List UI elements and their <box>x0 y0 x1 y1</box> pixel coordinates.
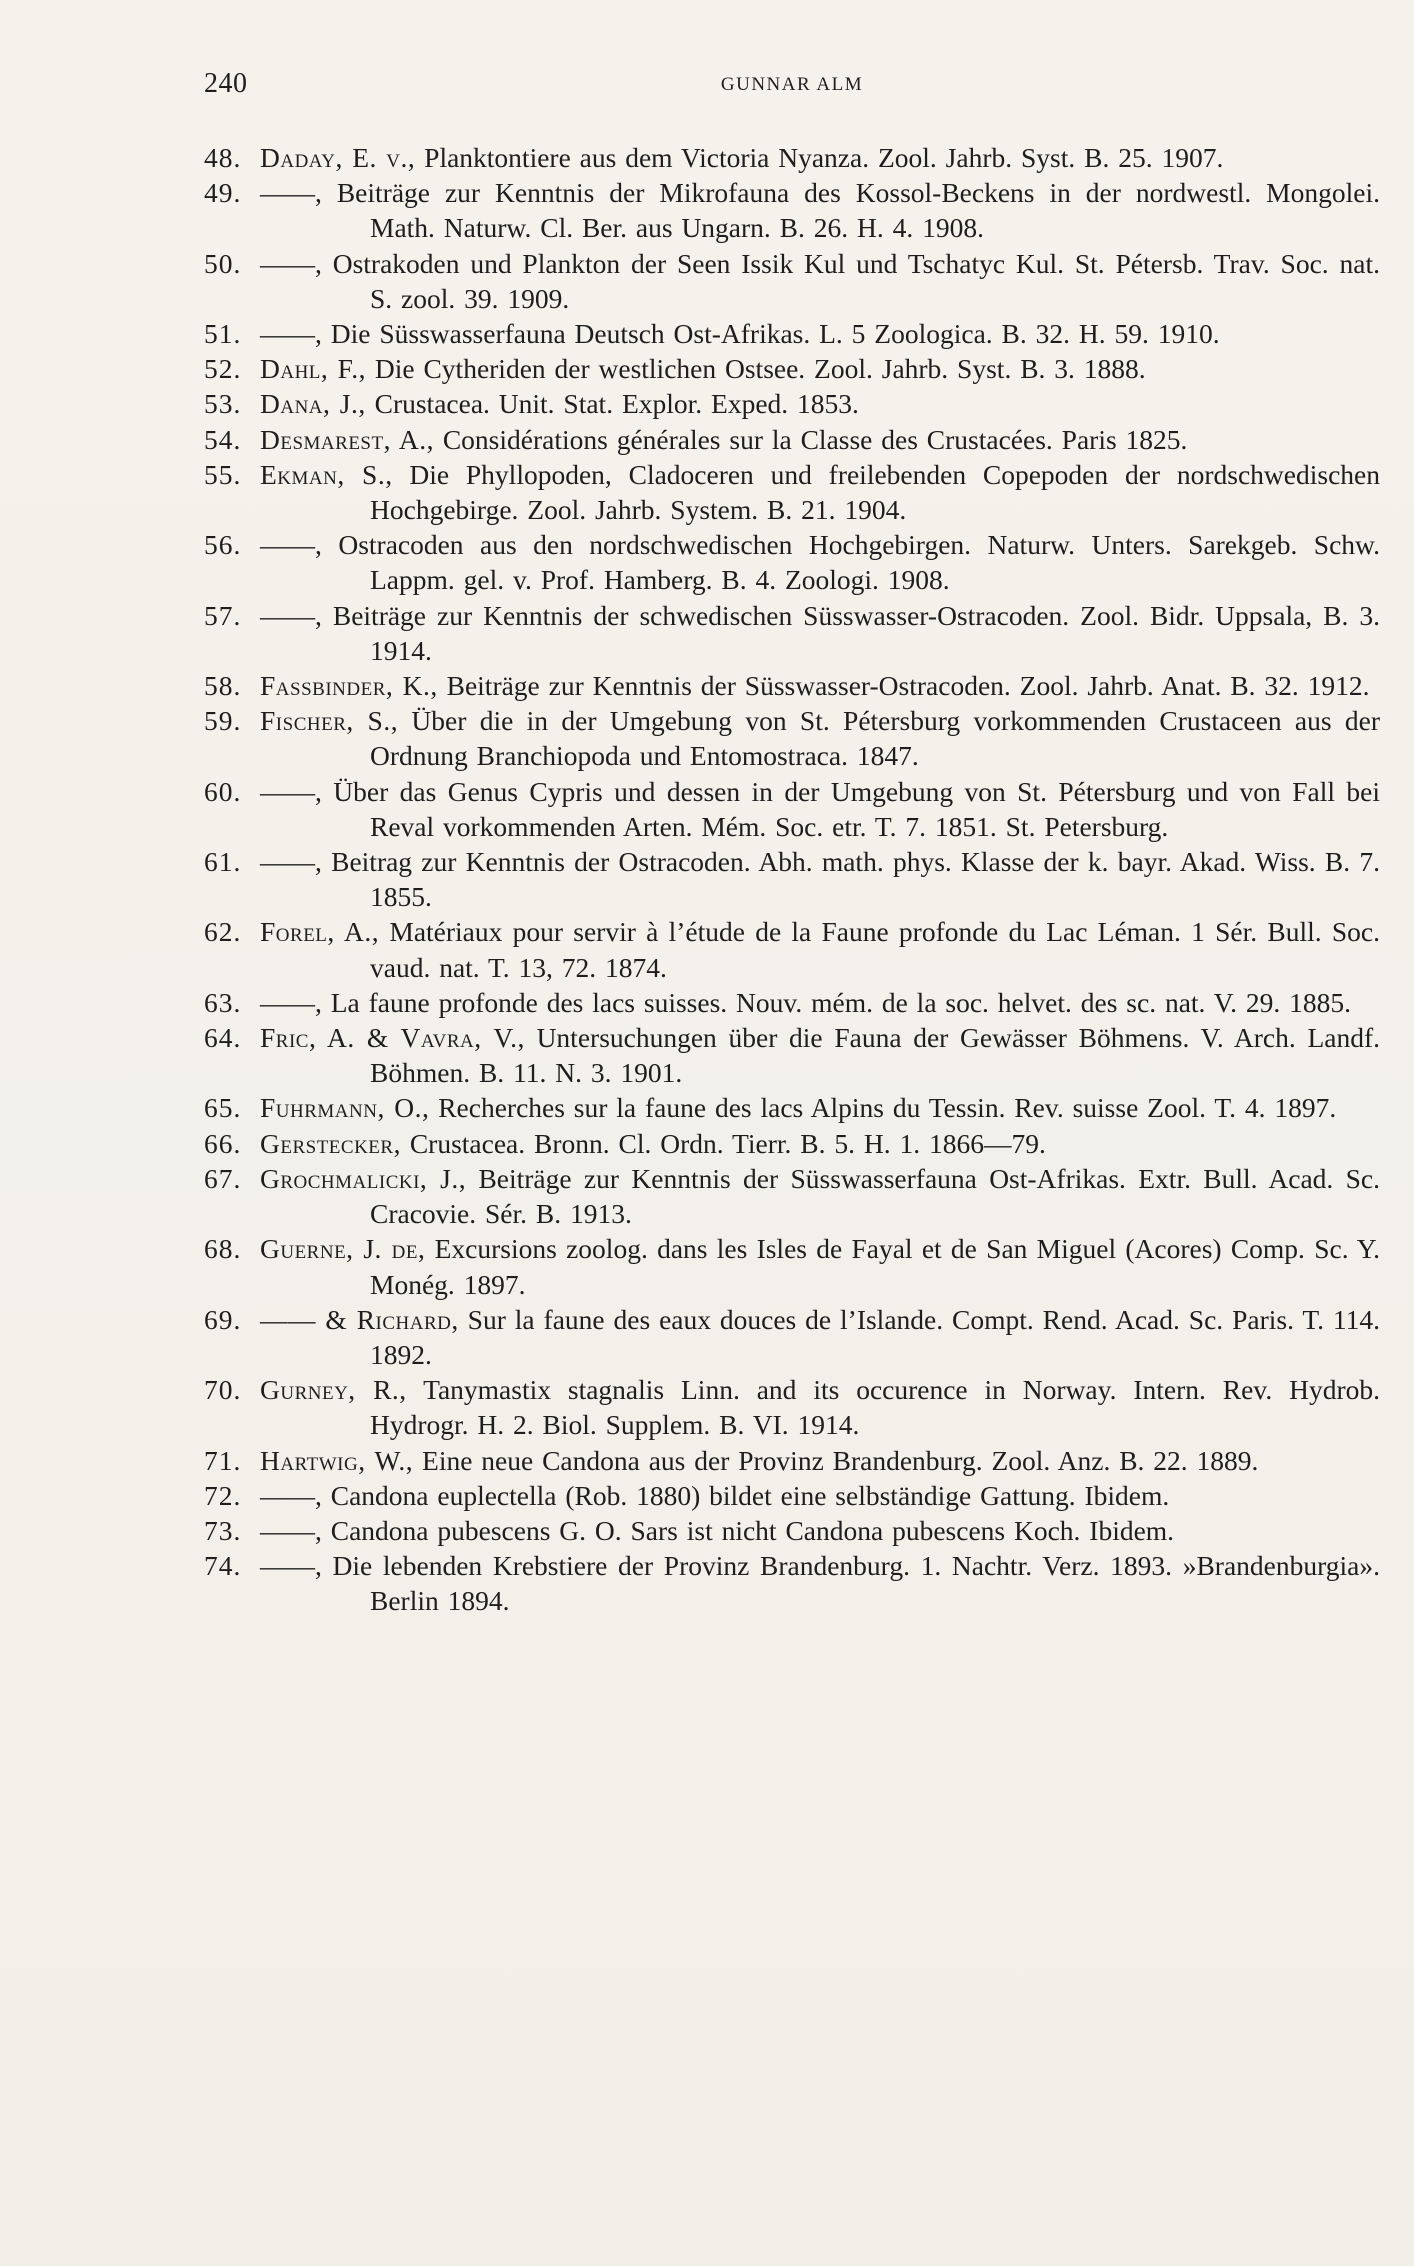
reference-number: 66. <box>204 1127 242 1159</box>
reference-entry <box>204 527 1380 597</box>
reference-text <box>260 1231 1380 1301</box>
reference-citation: ——, Candona pubescens G. O. Sars ist nicht Candona pubescens Koch. Ibidem. <box>260 1514 1175 1546</box>
reference-citation: Sur la faune des eaux douces de l’Islande. Compt. Rend. Acad. Sc. Paris. T. 114. 1892. <box>370 1303 1380 1370</box>
reference-citation: Eine neue Candona aus der Provinz Brandenburg. Zool. Anz. B. 22. 1889. <box>413 1444 1259 1476</box>
reference-text <box>260 598 1380 668</box>
reference-author: Hartwig, W., <box>260 1444 414 1476</box>
reference-author: —— & Richard, <box>260 1303 459 1335</box>
reference-citation: Untersuchungen über die Fauna der Gewässer Böhmens. V. Arch. Landf. Böhmen. B. 11. N. 3. 1901. <box>370 1022 1380 1089</box>
reference-citation: Excursions zoolog. dans les Isles de Fayal et de San Miguel (Acores) Comp. Sc. Y. Monég. 1897. <box>370 1233 1380 1300</box>
reference-text <box>260 1090 1380 1125</box>
reference-number: 74. <box>204 1550 242 1582</box>
reference-citation: Beiträge zur Kenntnis der Süsswasserfauna Ost-Afrikas. Extr. Bull. Acad. Sc. Cracovie. Sér. B. 1913. <box>370 1162 1380 1230</box>
reference-author: Dana, J., <box>260 388 366 420</box>
reference-entry <box>204 1302 1380 1372</box>
reference-text <box>260 1372 1380 1442</box>
reference-text <box>260 1548 1380 1618</box>
reference-citation: ——, Beitrag zur Kenntnis der Ostracoden. Abh. math. phys. Klasse der k. bayr. Akad. Wiss. B. 7. 1855. <box>260 846 1380 913</box>
reference-citation: Planktontiere aus dem Victoria Nyanza. Zool. Jahrb. Syst. B. 25. 1907. <box>415 142 1224 173</box>
reference-text <box>260 774 1380 844</box>
reference-citation: Considérations générales sur la Classe des Crustacées. Paris 1825. <box>433 423 1188 455</box>
reference-entry <box>204 598 1380 668</box>
reference-author: Dahl, F., <box>260 353 366 385</box>
reference-entry <box>204 175 1380 245</box>
reference-number: 72. <box>204 1479 242 1511</box>
reference-text <box>260 422 1380 457</box>
reference-author: Daday, E. v., <box>260 142 416 173</box>
reference-author: Fric, A. & Vavra, V., <box>260 1022 525 1054</box>
reference-citation: Matériaux pour servir à l’étude de la Faune profonde du Lac Léman. 1 Sér. Bull. Soc. vaud. nat. T. 13, 72. 1874. <box>370 916 1381 983</box>
reference-entry <box>204 703 1380 773</box>
reference-author: Desmarest, A., <box>260 423 434 455</box>
reference-text <box>260 985 1380 1020</box>
reference-author: Fuhrmann, O., <box>260 1092 430 1124</box>
reference-citation: ——, Ostracoden aus den nordschwedischen Hochgebirgen. Naturw. Unters. Sarekgeb. Schw. Lappm. gel. v. Prof. Hamberg. B. 4. Zoologi. 1908. <box>260 529 1380 596</box>
reference-entry <box>204 774 1380 844</box>
reference-number: 61. <box>204 846 242 878</box>
reference-entry <box>204 140 1380 175</box>
reference-entry <box>204 457 1380 527</box>
reference-number: 52. <box>204 353 242 385</box>
reference-citation: ——, La faune profonde des lacs suisses. Nouv. mém. de la soc. helvet. des sc. nat. V. 29. 1885. <box>260 986 1351 1018</box>
reference-entry <box>204 422 1380 457</box>
reference-number: 62. <box>204 916 242 948</box>
reference-citation: Crustacea. Unit. Stat. Explor. Exped. 1853. <box>365 388 859 420</box>
reference-number: 64. <box>204 1022 242 1054</box>
reference-citation: ——, Die Süsswasserfauna Deutsch Ost-Afrikas. L. 5 Zoologica. B. 32. H. 59. 1910. <box>260 318 1220 350</box>
reference-citation: ——, Beiträge zur Kenntnis der Mikrofauna des Kossol-Beckens in der nordwestl. Mongolei. Math. Naturw. Cl. Ber. aus Ungarn. B. 26. H. 4. 1908. <box>260 177 1380 244</box>
reference-number: 50. <box>204 247 242 279</box>
running-head: GUNNAR ALM <box>720 74 864 95</box>
page-header <box>204 68 1380 108</box>
reference-number: 59. <box>204 705 242 737</box>
reference-author: Grochmalicki, J., <box>260 1162 467 1194</box>
reference-author: Guerne, J. de, <box>260 1233 426 1265</box>
reference-entry <box>204 386 1380 421</box>
reference-entry <box>204 246 1380 316</box>
reference-number: 60. <box>204 775 242 807</box>
reference-number: 58. <box>204 670 242 702</box>
reference-text <box>260 1513 1380 1548</box>
reference-citation: ——, Beiträge zur Kenntnis der schwedischen Süsswasser-Ostracoden. Zool. Bidr. Uppsala, B. 3. 1914. <box>260 599 1380 666</box>
reference-citation: Die Cytheriden der westlichen Ostsee. Zool. Jahrb. Syst. B. 3. 1888. <box>366 353 1146 385</box>
reference-entry <box>204 1231 1380 1301</box>
reference-citation: Die Phyllopoden, Cladoceren und freilebenden Copepoden der nordschwedischen Hochgebirge. Zool. Jahrb. System. B. 21. 1904. <box>370 458 1380 526</box>
reference-text <box>260 140 1380 175</box>
reference-text <box>260 1126 1380 1161</box>
reference-text <box>260 1161 1380 1231</box>
reference-citation: ——, Candona euplectella (Rob. 1880) bildet eine selbständige Gattung. Ibidem. <box>260 1479 1170 1511</box>
reference-entry <box>204 1478 1380 1513</box>
reference-text <box>260 914 1381 984</box>
reference-text <box>260 246 1380 316</box>
reference-number: 51. <box>204 318 242 350</box>
reference-text <box>260 351 1380 386</box>
reference-entry <box>204 1161 1380 1231</box>
reference-entry <box>204 316 1380 351</box>
reference-text <box>260 844 1380 914</box>
reference-citation: ——, Über das Genus Cypris und dessen in der Umgebung von St. Pétersburg und von Fall bei Reval vorkommenden Arten. Mém. Soc. etr. T. 7. 1851. St. Petersburg. <box>260 775 1380 842</box>
reference-number: 48. <box>204 142 242 173</box>
reference-number: 73. <box>204 1514 242 1546</box>
reference-author: Forel, A., <box>260 916 380 948</box>
reference-entry <box>204 914 1380 984</box>
reference-text <box>260 175 1380 245</box>
reference-number: 71. <box>204 1444 242 1476</box>
reference-text <box>260 527 1380 597</box>
reference-author: Ekman, S., <box>260 458 393 490</box>
reference-number: 55. <box>204 458 242 490</box>
reference-text <box>260 703 1380 773</box>
reference-text <box>260 1302 1380 1372</box>
reference-entry <box>204 985 1380 1020</box>
reference-number: 56. <box>204 529 242 561</box>
reference-entry <box>204 668 1380 703</box>
reference-author: Fassbinder, K., <box>260 670 438 702</box>
bibliography-list <box>204 140 1380 1619</box>
reference-number: 70. <box>204 1374 242 1406</box>
reference-number: 63. <box>204 986 242 1018</box>
reference-number: 69. <box>204 1303 242 1335</box>
reference-number: 68. <box>204 1233 242 1265</box>
reference-entry <box>204 844 1380 914</box>
reference-entry <box>204 351 1380 386</box>
reference-citation: Crustacea. Bronn. Cl. Ordn. Tierr. B. 5. H. 1. 1866—79. <box>400 1127 1046 1159</box>
reference-number: 65. <box>204 1092 242 1124</box>
reference-text <box>260 1478 1380 1513</box>
reference-number: 57. <box>204 599 242 631</box>
reference-text <box>260 457 1380 527</box>
reference-text <box>260 668 1380 703</box>
reference-text <box>260 1020 1380 1090</box>
reference-author: Gerstecker, <box>260 1127 401 1159</box>
reference-number: 67. <box>204 1162 242 1194</box>
reference-entry <box>204 1443 1380 1478</box>
reference-text <box>260 1443 1380 1478</box>
reference-text <box>260 386 1380 421</box>
reference-citation: ——, Die lebenden Krebstiere der Provinz Brandenburg. 1. Nachtr. Verz. 1893. »Brandenburgia». Berlin 1894. <box>260 1550 1380 1617</box>
reference-citation: Über die in der Umgebung von St. Pétersburg vorkommenden Crustaceen aus der Ordnung Branchiopoda und Entomostraca. 1847. <box>370 705 1380 772</box>
reference-entry <box>204 1126 1380 1161</box>
reference-citation: Recherches sur la faune des lacs Alpins du Tessin. Rev. suisse Zool. T. 4. 1897. <box>429 1092 1337 1124</box>
reference-citation: Tanymastix stagnalis Linn. and its occurence in Norway. Intern. Rev. Hydrob. Hydrogr. H. 2. Biol. Supplem. B. VI. 1914. <box>370 1374 1380 1441</box>
reference-entry <box>204 1372 1380 1442</box>
reference-text <box>260 316 1380 351</box>
reference-number: 49. <box>204 177 242 209</box>
reference-number: 54. <box>204 423 242 455</box>
reference-citation: Beiträge zur Kenntnis der Süsswasser-Ostracoden. Zool. Jahrb. Anat. B. 32. 1912. <box>437 670 1370 702</box>
reference-entry <box>204 1090 1380 1125</box>
reference-citation: ——, Ostrakoden und Plankton der Seen Issik Kul und Tschatyc Kul. St. Pétersb. Trav. Soc. nat. S. zool. 39. 1909. <box>260 247 1380 314</box>
reference-author: Gurney, R., <box>260 1374 407 1406</box>
page-number: 240 <box>204 68 248 99</box>
reference-author: Fischer, S., <box>260 705 399 737</box>
reference-entry <box>204 1513 1380 1548</box>
reference-entry <box>204 1020 1380 1090</box>
reference-number: 53. <box>204 388 242 420</box>
reference-entry <box>204 1548 1380 1618</box>
